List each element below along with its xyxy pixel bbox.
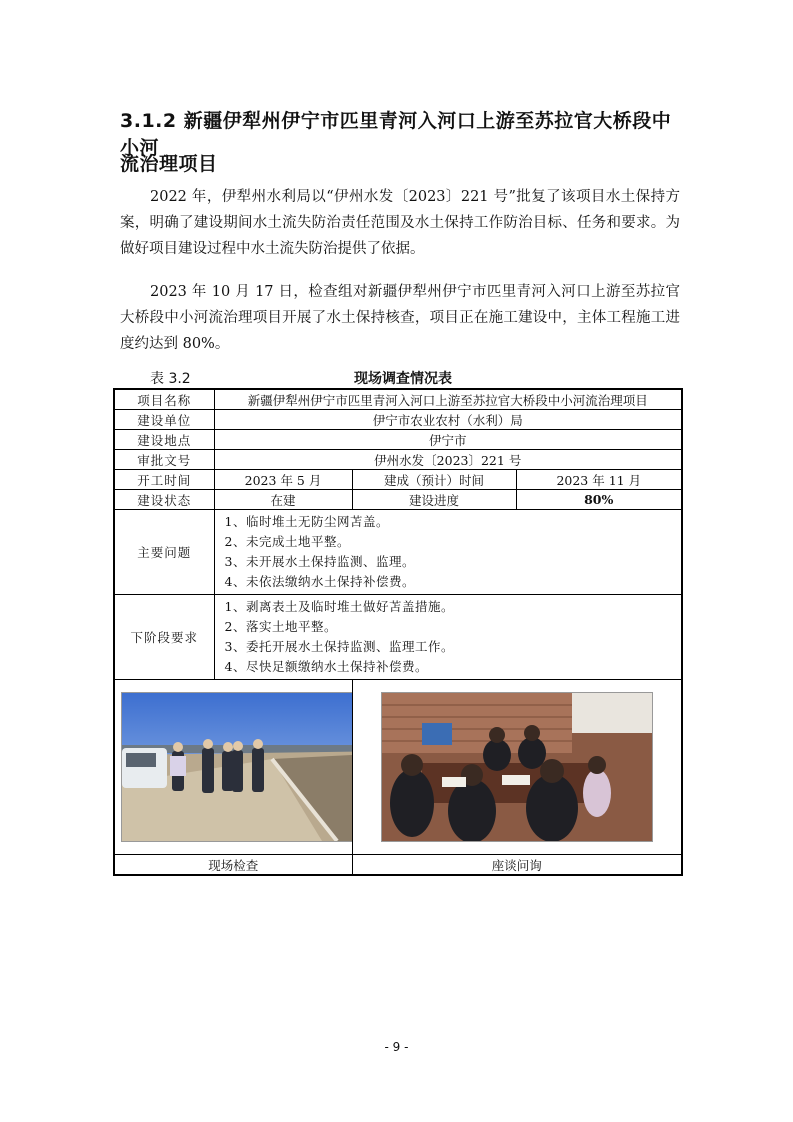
next-label: 下阶段要求 bbox=[114, 595, 214, 680]
table-row bbox=[114, 430, 682, 450]
table-row bbox=[114, 855, 682, 876]
finish-label: 建成（预计）时间 bbox=[352, 470, 516, 490]
table-row bbox=[114, 510, 682, 595]
list-item: 3、未开展水土保持监测、监理。 bbox=[224, 554, 415, 569]
meeting-photo-cell bbox=[352, 680, 682, 855]
issues-label: 主要问题 bbox=[114, 510, 214, 595]
meeting-photo bbox=[381, 692, 653, 842]
site-inspection-photo-cell bbox=[114, 680, 352, 855]
table-row bbox=[114, 470, 682, 490]
table-row bbox=[114, 595, 682, 680]
issues-list bbox=[214, 510, 682, 595]
next-list bbox=[214, 595, 682, 680]
site-inspection-caption: 现场检查 bbox=[114, 855, 352, 876]
approval-value: 伊州水发〔2023〕221 号 bbox=[214, 450, 682, 470]
site-inspection-photo bbox=[121, 692, 352, 842]
list-item: 1、临时堆土无防尘网苫盖。 bbox=[224, 514, 389, 529]
builder-value: 伊宁市农业农村（水利）局 bbox=[214, 410, 682, 430]
builder-label: 建设单位 bbox=[114, 410, 214, 430]
list-item: 1、剥离表土及临时堆土做好苫盖措施。 bbox=[224, 599, 454, 614]
start-label: 开工时间 bbox=[114, 470, 214, 490]
status-label: 建设状态 bbox=[114, 490, 214, 510]
table-number: 表 3.2 bbox=[150, 371, 191, 387]
project-name-label: 项目名称 bbox=[114, 389, 214, 410]
list-item: 2、未完成土地平整。 bbox=[224, 534, 350, 549]
section-heading-line1: 3.1.2 新疆伊犁州伊宁市匹里青河入河口上游至苏拉官大桥段中小河 bbox=[120, 110, 672, 159]
location-label: 建设地点 bbox=[114, 430, 214, 450]
finish-value: 2023 年 11 月 bbox=[516, 470, 682, 490]
list-item: 3、委托开展水土保持监测、监理工作。 bbox=[224, 639, 454, 654]
table-row bbox=[114, 389, 682, 410]
survey-table bbox=[113, 388, 683, 876]
location-value: 伊宁市 bbox=[214, 430, 682, 450]
paragraph-approval: 2022 年，伊犁州水利局以“伊州水发〔2023〕221 号”批复了该项目水土保持方案，明确了建设期间水土流失防治责任范围及水土保持工作防治目标、任务和要求。为做好项目建设过程中水土流失防治提供了依据。 bbox=[120, 189, 680, 257]
project-name-value: 新疆伊犁州伊宁市匹里青河入河口上游至苏拉官大桥段中小河流治理项目 bbox=[214, 389, 682, 410]
table-row bbox=[114, 450, 682, 470]
table-row bbox=[114, 680, 682, 855]
section-heading-line2: 流治理项目 bbox=[120, 153, 218, 175]
table-row bbox=[114, 490, 682, 510]
progress-label: 建设进度 bbox=[352, 490, 516, 510]
approval-label: 审批文号 bbox=[114, 450, 214, 470]
list-item: 4、未依法缴纳水土保持补偿费。 bbox=[224, 574, 415, 589]
table-row bbox=[114, 410, 682, 430]
list-item: 2、落实土地平整。 bbox=[224, 619, 337, 634]
table-title: 现场调查情况表 bbox=[354, 371, 452, 387]
meeting-caption: 座谈问询 bbox=[352, 855, 682, 876]
start-value: 2023 年 5 月 bbox=[214, 470, 352, 490]
page-number: - 9 - bbox=[384, 1040, 409, 1054]
progress-value: 80% bbox=[516, 490, 682, 510]
list-item: 4、尽快足额缴纳水土保持补偿费。 bbox=[224, 659, 428, 674]
paragraph-inspection: 2023 年 10 月 17 日，检查组对新疆伊犁州伊宁市匹里青河入河口上游至苏拉官大桥段中小河流治理项目开展了水土保持核查，项目正在施工建设中，主体工程施工进度约达到 80%。 bbox=[120, 284, 680, 352]
status-value: 在建 bbox=[214, 490, 352, 510]
